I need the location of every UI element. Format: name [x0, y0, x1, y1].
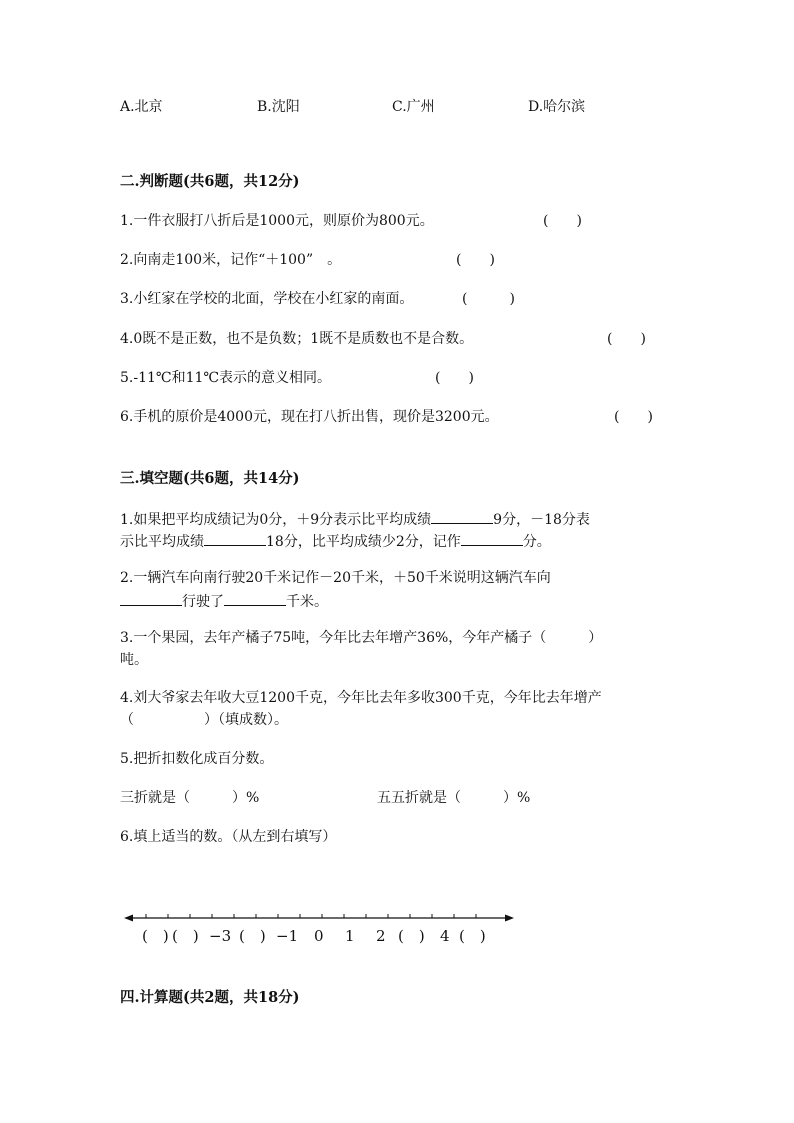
fill-blank[interactable]	[224, 590, 286, 606]
fill-q4-line2: （ ）（填成数）。	[120, 712, 288, 728]
judge-paren-3[interactable]: ( )	[462, 291, 515, 307]
number-line-label: −3	[209, 927, 232, 945]
fill-blank[interactable]	[461, 530, 523, 546]
fill-q1-text-b: 9分，－18分表	[493, 512, 590, 528]
number-line-label[interactable]: ( )	[459, 927, 486, 945]
option-b: B.沈阳	[257, 99, 300, 115]
judge-paren-6[interactable]: ( )	[614, 409, 653, 425]
judge-paren-4[interactable]: ( )	[607, 331, 646, 347]
fill-q1-line2	[120, 530, 551, 552]
number-line-label[interactable]: ( )	[239, 927, 266, 945]
judge-item-3: 3.小红家在学校的北面，学校在小红家的南面。	[120, 291, 414, 307]
fill-q2-text-b: 行驶了	[182, 594, 224, 610]
fill-q1-text-a: 1.如果把平均成绩记为0分，＋9分表示比平均成绩	[120, 512, 432, 528]
number-line-label[interactable]: ( )	[398, 927, 425, 945]
number-line-label: −1	[276, 927, 299, 945]
arrow-right-icon	[505, 915, 514, 922]
number-line-label: 2	[376, 927, 386, 945]
fill-q4-line1: 4.刘大爷家去年收大豆1200千克，今年比去年多收300千克，今年比去年增产	[120, 690, 602, 706]
fill-blank[interactable]	[431, 508, 493, 524]
fill-blank[interactable]	[120, 590, 182, 606]
number-line-label[interactable]: ( )	[172, 927, 199, 945]
section4-heading: 四.计算题(共2题，共18分)	[120, 989, 300, 1006]
fill-q5-right: 五五折就是（ ）%	[377, 790, 531, 806]
fill-q3-line1: 3.一个果园，去年产橘子75吨，今年比去年增产36%，今年产橘子（ ）	[120, 630, 603, 646]
fill-q2-line2	[120, 590, 328, 612]
number-line-label: 0	[314, 927, 324, 945]
fill-q2-line1: 2.一辆汽车向南行驶20千米记作－20千米，＋50千米说明这辆汽车向	[120, 570, 551, 586]
judge-item-6: 6.手机的原价是4000元，现在打八折出售，现价是3200元。	[120, 409, 499, 425]
judge-item-1: 1.一件衣服打八折后是1000元，则原价为800元。	[120, 213, 434, 229]
fill-q1-text-c: 示比平均成绩	[120, 534, 204, 550]
option-d: D.哈尔滨	[528, 99, 586, 115]
fill-q1-line1	[120, 508, 590, 530]
fill-q1-text-d: 18分，比平均成绩少2分，记作	[266, 534, 461, 550]
number-line-label: 4	[440, 927, 450, 945]
section2-heading: 二.判断题(共6题，共12分)	[120, 173, 300, 190]
judge-item-4: 4.0既不是正数，也不是负数；1既不是质数也不是合数。	[120, 331, 474, 347]
judge-paren-2[interactable]: ( )	[456, 252, 495, 268]
number-line-label: 1	[345, 927, 355, 945]
arrow-left-icon	[124, 915, 133, 922]
fill-q1-text-e: 分。	[522, 534, 551, 550]
fill-q5-left: 三折就是（ ）%	[120, 790, 260, 806]
section3-heading: 三.填空题(共6题，共14分)	[120, 470, 300, 487]
option-a: A.北京	[120, 99, 163, 115]
fill-q6-line1: 6.填上适当的数。（从左到右填写）	[120, 829, 337, 845]
fill-q5-line1: 5.把折扣数化成百分数。	[120, 751, 274, 767]
judge-paren-1[interactable]: ( )	[543, 213, 582, 229]
number-line-label[interactable]: ( )	[142, 927, 169, 945]
judge-item-2: 2.向南走100米，记作“＋100” 。	[120, 252, 342, 268]
option-c: C.广州	[392, 99, 435, 115]
fill-q2-text-c: 千米。	[286, 594, 328, 610]
fill-q3-line2: 吨。	[120, 652, 148, 668]
judge-item-5: 5.-11℃和11℃表示的意义相同。	[120, 370, 332, 386]
judge-paren-5[interactable]: ( )	[435, 370, 474, 386]
fill-blank[interactable]	[204, 530, 266, 546]
